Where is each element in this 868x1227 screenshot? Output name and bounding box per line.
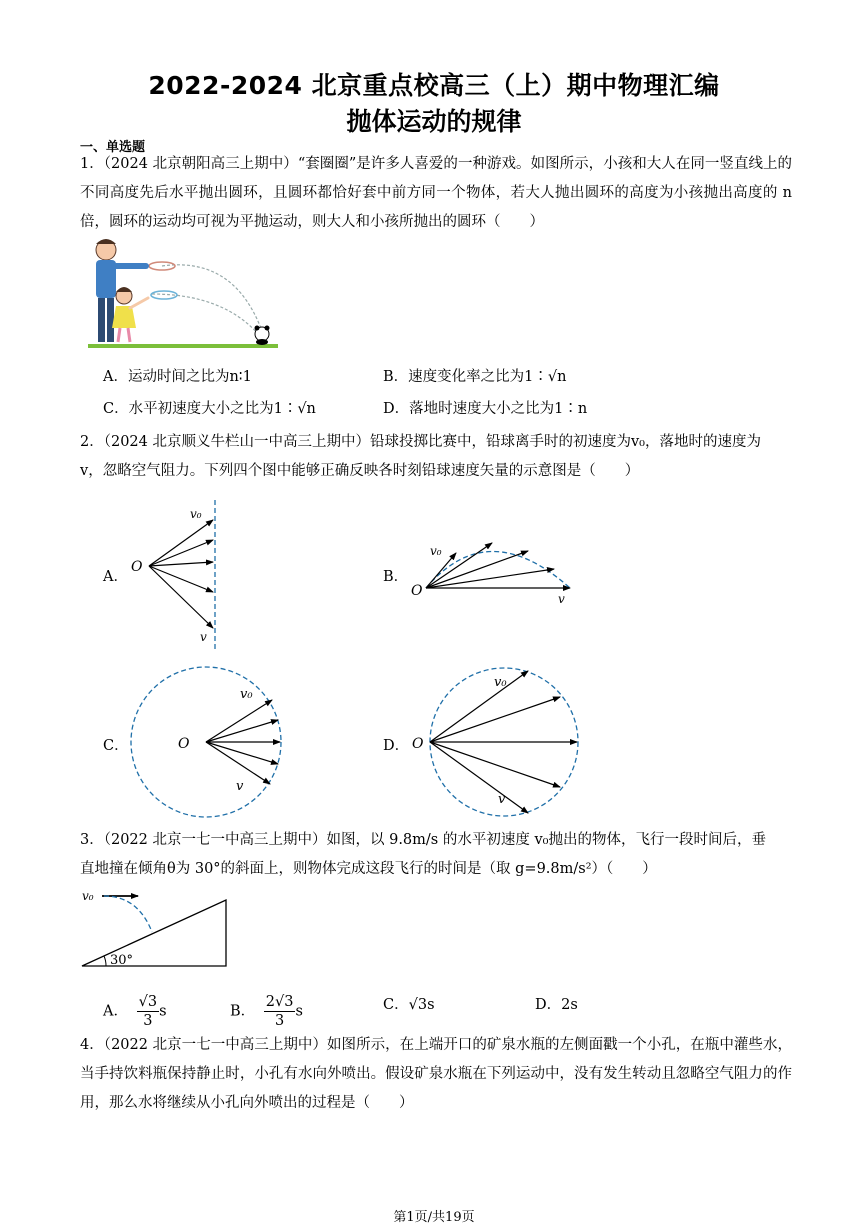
- section-heading: 一、单选题: [80, 140, 146, 155]
- figure-d-v-label: v: [498, 792, 506, 807]
- figure-d-origin-label: O: [412, 736, 424, 752]
- question-3-figure: [80, 884, 230, 970]
- question-2-figure-c: [128, 666, 284, 818]
- question-1-option-c: C．水平初速度大小之比为1∶√n: [103, 401, 316, 417]
- figure-b-v-label: v: [558, 592, 565, 606]
- question-2-figure-d: [408, 667, 578, 817]
- question-1-figure: [84, 236, 284, 354]
- question-4-text: 4．（2022 北京一七一中高三上期中）如图所示，在上端开口的矿泉水瓶的左侧面戳一个小孔，在瓶中灌些水，当手持饮料瓶保持静止时，小孔有水向外喷出。假设矿泉水瓶在下列运动中，没有发生转动且忽略空气阻力的作用，那么水将继续从小孔向外喷出的过程是（ ）: [80, 1037, 792, 1111]
- question-3-option-d: D．2s: [535, 997, 578, 1013]
- document-subtitle: 抛体运动的规律: [346, 107, 522, 136]
- question-3-line-2: 直地撞在倾角θ为 30°的斜面上，则物体完成这段飞行的时间是（取 g=9.8m/s²）（ ）: [80, 861, 657, 877]
- question-1-option-a: A．运动时间之比为n∶1: [103, 369, 252, 385]
- document-title: 2022-2024 北京重点校高三（上）期中物理汇编: [148, 71, 720, 100]
- question-3-option-c: C．√3s: [383, 997, 435, 1013]
- figure-3-v0-label: v₀: [82, 889, 94, 903]
- question-2-line-1: 2．（2024 北京顺义牛栏山一中高三上期中）铅球投掷比赛中，铅球离手时的初速度为v₀，落地时的速度为: [80, 434, 761, 450]
- question-2-option-a: A．: [103, 569, 128, 585]
- figure-3-angle-label: 30°: [110, 953, 134, 968]
- question-2-option-c: C．: [103, 738, 129, 754]
- figure-a-origin-label: O: [131, 559, 143, 575]
- question-2-line-2: v，忽略空气阻力。下列四个图中能够正确反映各时刻铅球速度矢量的示意图是（ ）: [80, 463, 640, 479]
- question-2-option-d: D．: [383, 738, 410, 754]
- question-3-option-b: B． $\frac{2√3}{3}$ s: [230, 994, 303, 1029]
- question-1-option-b: B．速度变化率之比为1∶√n: [383, 369, 567, 385]
- question-1-option-d: D．落地时速度大小之比为1∶n: [383, 401, 588, 417]
- figure-d-v0-label: v₀: [494, 675, 507, 690]
- question-3-line-1: 3．（2022 北京一七一中高三上期中）如图，以 9.8m/s 的水平初速度 v₀抛出的物体，飞行一段时间后，垂: [80, 832, 766, 848]
- question-2-figure-b: [408, 535, 578, 605]
- figure-b-origin-label: O: [411, 583, 423, 599]
- figure-c-v-label: v: [236, 779, 244, 794]
- figure-c-v0-label: v₀: [240, 687, 253, 702]
- figure-a-v0-label: v₀: [190, 507, 202, 521]
- figure-c-origin-label: O: [178, 736, 190, 752]
- page-footer: 第1页/共19页: [393, 1210, 475, 1225]
- question-2-option-b: B．: [383, 569, 409, 585]
- question-3-option-a: A． $\frac{√3}{3}$ s: [103, 994, 167, 1029]
- figure-b-v0-label: v₀: [430, 544, 442, 558]
- question-1-text: 1．（2024 北京朝阳高三上期中）“套圈圈”是许多人喜爱的一种游戏。如图所示，小孩和大人在同一竖直线上的不同高度先后水平抛出圆环，且圆环都恰好套中前方同一个物体，若大人抛出圆环的高度为小孩抛出高度的 n 倍，圆环的运动均可视为平抛运动，则大人和小孩所抛出的圆环（ ）: [80, 156, 792, 230]
- question-2-figure-a: [128, 500, 228, 650]
- figure-a-v-label: v: [200, 630, 207, 644]
